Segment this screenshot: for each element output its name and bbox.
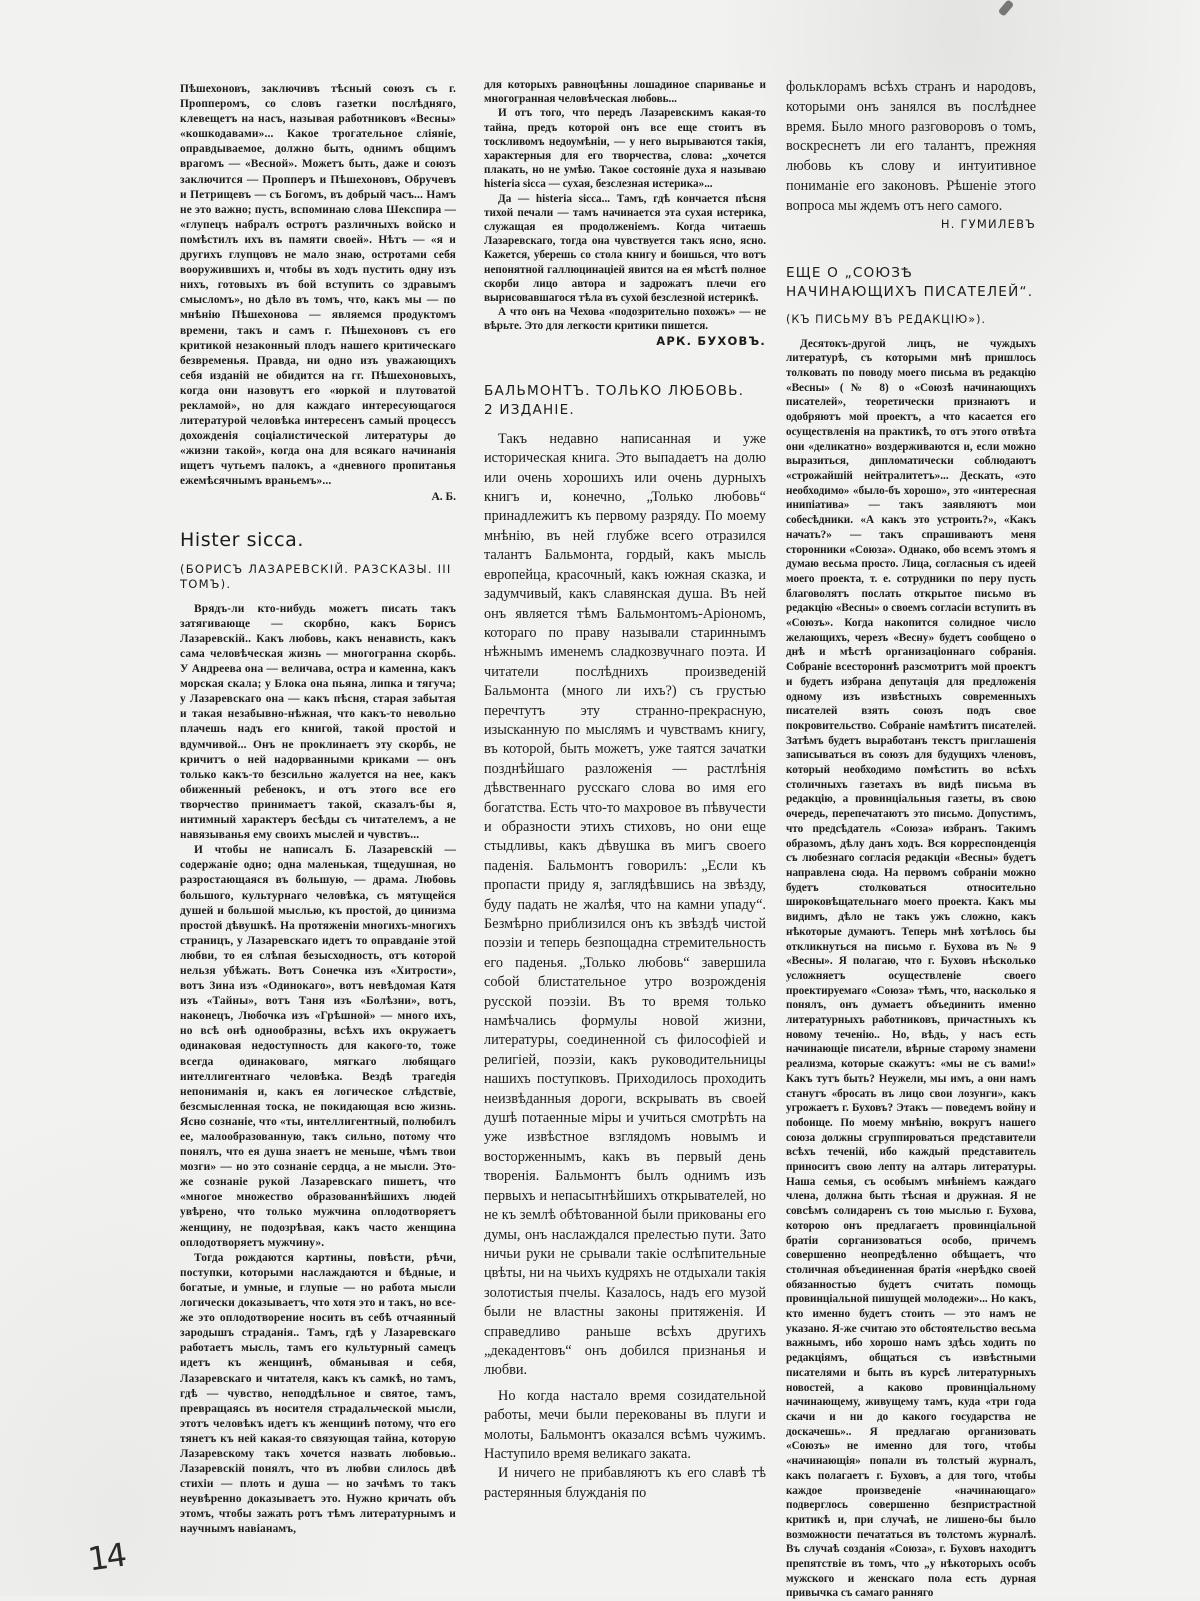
paragraph: Тогда рождаются картины, повѣсти, рѣчи, поступки, которыми наслаждаются и бѣдные, и богатые, и умные, и глупые — но работа мысли логически доказываетъ, что хотя это и такъ, но все-же это оплодотворение носить въ себѣ отчаянный зародышъ страданія.. Тамъ, гдѣ у Лазаревскаго работаетъ мысль, тамъ его культурный самецъ идетъ къ женщинѣ, обманывая и себя, Лазаревскаго и читателя, какъ къ самкѣ, но тамъ, гдѣ — чувство, неподдѣльное и святое, тамъ, превращаясь въ носителя страдальческой мысли, этотъ человѣкъ идетъ къ женщинѣ потому, что его тянетъ къ ней какая-то связующая тайна, которую Лазаревскому такъ хочется назвать любовью.. Лазаревскій понялъ, что въ любви слилось двѣ стихіи — плоть и душа — но зачѣмъ то такъ неувѣренно доказываетъ это. Нужно кричать объ этомъ, чтобы зажать ротъ тѣмъ литературнымъ и научнымъ навіанамъ, [180,1251,456,1536]
signature-ab: А. Б. [431,490,456,503]
paragraph: А что онъ на Чехова «подозрительно похожъ» — не вѣрьте. Это для легкости критики пишется. [484,306,766,333]
column-3 [786,78,1036,1601]
paragraph: Такъ недавно написанная и уже историческая книга. Это выпадаетъ на долю или очень хорошихъ или очень дурныхъ книгъ и, конечно, „Только любовь“ принадлежитъ къ первому разряду. По моему мнѣнію, въ ней глубже всего отразился талантъ Бальмонта, гордый, какъ мысль европейца, красочный, какъ южная сказка, и задумчивый, какъ славянская душа. Въ ней онъ является тѣмъ Бальмонтомъ-Аріономъ, котораго по праву называли стариннымъ нѣжнымъ именемъ сладкозвучнаго поэта. И читатели послѣднихъ произведеній Бальмонта (много ли ихъ?) съ грустью перечтутъ эту странно-прекрасную, изысканную по мыслямъ и чувствамъ книгу, въ которой, быть можетъ, уже таятся зачатки позднѣйшаго разложенія — растлѣнія дѣвственнаго русскаго слова во имя его богатства. Есть что-то махровое въ пѣвучести и образности этихъ стиховъ, но они еще стыдливы, какъ дѣвушка въ мигъ своего паденія. Бальмонтъ говорилъ: „Если къ пропасти приду я, заглядѣвшись на звѣзду, буду падать не жалѣя, что на камни упаду“. Безмѣрно приблизился онъ къ звѣздѣ чистой поэзіи и теперь безпощадна стремительность его паденья. „Только любовь“ завершила собой блистательное утро возрожденія русской поэзіи. Въ то время только намѣчались формулы новой жизни, литературы, соединенной съ философіей и религіей, поэзіи, какъ руководительницы нашихъ поступковъ. Приходилось проходить неизвѣданныя дороги, вскрывать въ своей душѣ потаенные міры и учиться смотрѣть на уже извѣстное взглядомъ новымъ и восторженнымъ, какъ въ первый день творенія. Бальмонтъ былъ однимъ изъ первыхъ и непасытнѣйшихъ открывателей, но не къ землѣ обѣтованной были прикованы его думы, онъ наслаждался прелестью пути. Зато ничьи руки не срывали такіе ослѣпительные цвѣты, ни на чьихъ кудряхъ не отдыхали такія золотистыя пчелы. Казалось, надъ его музой были не властны законы притяженія. И справедливо раньше всѣхъ другихъ „декадентовъ“ онъ добился признанья и любви. [484,430,766,1379]
signature-bukhov: АРК. БУХОВЪ. [656,333,766,348]
article-subtitle-lazarevsky: (БОРИСЪ ЛАЗАРЕВСКІЙ. РАЗСКАЗЫ. III ТОМЪ). [180,561,452,591]
signature-gumilev: Н. ГУМИЛЕВЪ [940,216,1036,231]
paragraph: Десятокъ-другой лицъ, не чуждыхъ литературѣ, съ которыми мнѣ пришлось толковать по поводу моего письма въ редакцію «Весны» (№ 8) о «Союзѣ начинающихъ писателей», теоретически признаютъ и одобряютъ мой проектъ, а что касается его осуществленія на практикѣ, то отъ этого отвѣта они «деликатно» воздерживаются и, если можно выразиться, дипломатически соблюдаютъ «строжайшій нейтралитетъ»... Дескать, «это необходимо» «было-бъ хорошо», это «интересная инипіатива» — такъ заявляютъ мои собесѣдники. «А какъ это устроить?», «Какъ начать?» — такъ спрашиваютъ меня сторонники «Союза». Однако, обо всемъ этомъ я думаю весьма просто. Лица, согласныя съ идеей моего проекта, т. е. сотрудники по перу пусть благоволятъ послать открытое письмо въ редакцію «Весны» о своемъ согласіи вступить въ «Союзъ». Когда накопится солидное число желающихъ, черезъ «Весну» будетъ сообщено о днѣ и мѣстѣ организаціоннаго собранія. Собраніе всестороннѣ разсмотритъ мой проектъ и будетъ избрана депутація для предложенія одному изъ извѣстныхъ современныхъ писателей взять союзъ подъ свое покровительство. Собраніе намѣтитъ писателей. Затѣмъ будетъ выработанъ текстъ приглашенія записываться въ союзъ для будущихъ членовъ, который необходимо помѣстить во всѣхъ столичныхъ газетахъ въ видѣ письма въ редакцію, а провинціальныя газеты, въ свою очередь, перепечатаютъ это письмо. Допустимъ, что предсѣдатель «Союза» избранъ. Такимъ образомъ, дѣлу данъ ходъ. Вся корреспонденція съ любезнаго согласія редакціи «Весны» будетъ направлена сюда. На первомъ собраніи можно будетъ столковаться относительно широковѣщательнаго моего проекта. Какъ мы видимъ, дѣло не такъ ужъ сложно, какъ нѣкоторые думаютъ. Теперь мнѣ хотѣлось бы откликнуться на письмо г. Бухова въ № 9 «Весны». Я полагаю, что г. Буховъ нѣсколько усложняетъ осуществленіе своего проектируемаго «Союза» тѣмъ, что, насколько я понялъ, онъ думаетъ объединить именно литературныхъ работниковъ, причастныхъ къ новому теченію.. Но, вѣдь, у насъ есть начинающіе писатели, вѣрные старому знамени реализма, которые скажутъ: «мы не съ вами!» Какъ тутъ быть? Неужели, мы имъ, а они намъ станутъ «бросать въ лицо свои лозунги», какъ угрожаетъ г. Буховъ? Этакъ — поведемъ войну и побоище. По моему мнѣнію, вокругъ нашего союза должны сгруппироваться представители всѣхъ теченій, ибо каждый представитель приноситъ свою лепту на алтарь литературы. Наша семья, съ особымъ мнѣніемъ каждаго члена, должна быть тѣсная и дружная. Я не совсѣмъ солидаренъ съ тою мыслью г. Бухова, которою онъ предлагаетъ провинціальной братіи сорганизоваться особо, причемъ совершенно неопредѣленно обѣщаетъ, что столичная объединенная братія «нерѣдко своей обязанностью будетъ считать помощь провинціальной пишущей молодежи»... Но какъ, кто именно будетъ стоить — это намъ не указано. Я-же считаю это обстоятельство весьма важнымъ, ибо хорошо намъ здѣсь ходить по редакціямъ, общаться съ извѣстными писателями и быть въ курсѣ литературныхъ новостей, а каково провинціальному начинающему, живущему тамъ, куда «три года скачи и ни до какого государства не доскачешь».. Я предлагаю организовать «Союзъ» не именно для того, чтобы «начинающія» попали въ толстый журналъ, какъ полагаетъ г. Буховъ, а для того, чтобы каждое произведеніе «начинающаго» подверглось совершенно безпристрастной критикѣ и, при случаѣ, не лишено-бы было возможности печататься въ толстомъ журналѣ. Въ случаѣ созданія «Союза», г. Буховъ находитъ препятствіе въ томъ, что „у нѣкоторыхъ особъ мужского и женскаго пола есть дурная привычка съ самаго ранняго [786,337,1036,1600]
continued-article-text: Пѣшехоновъ, заключивъ тѣсный союзъ съ г. Пропперомъ, со словъ газетки послѣдняго, клевещетъ на насъ, называя работниковъ «Весны» «кошкодавами»... Какое трогательное сліяніе, оправдываемое, должно быть, однимъ общимъ врагомъ — «Весной». Можетъ быть, даже и союзъ заключится — Пропперъ и Пѣшехоновъ, Обручевъ и Петрищевъ — съ Богомъ, въ добрый часъ... Намъ не это важно; пусть, вспоминаю слова Шекспира — «глупецъ набралъ остротъ различныхъ войско и помѣстилъ ихъ въ памяти своей». Нѣтъ — «я и другихъ глупцовъ не мало знаю, остротами себя вооружившихъ и, чтобы въ ходъ пустить одну изъ нихъ, готовыхъ въ бой вступить со здравымъ смысломъ», но дѣло въ томъ, что, какъ мы — по мнѣнію Пѣшехонова — являемся продуктомъ времени, такъ и самъ г. Пѣшехоновъ съ его критикой незаконный плодъ нашего критическаго безвременья. Правда, ни одно изъ уважающихъ себя изданій не обидится на гг. Пѣшехоновыхъ, когда они назовутъ его «юркой и плутоватой рекламой», но для каждаго интересующагося литературой человѣка интересенъ самый процессъ дохожденія соціалистической литературы до «жизни такой», когда она для всякаго начинанія ищетъ чутьемъ палокъ, а «дневного пропитанья ежемѣсячнымъ враньемъ»... [180,83,456,488]
continued-article-text: фольклорамъ всѣхъ странъ и народовъ, которыми онъ занялся въ послѣднее время. Было много разговоровъ о томъ, воскреснетъ ли его талантъ, прежняя любовь къ слову и интуитивное пониманіе его законовъ. Рѣшеніе этого вопроса мы ждемъ отъ него самого. [786,79,1036,214]
article-title-balmont: БАЛЬМОНТЪ. ТОЛЬКО ЛЮБОВЬ. 2 ИЗДАНІЕ. [484,382,745,418]
paragraph: И чтобы не написалъ Б. Лазаревскій — содержаніе одно; одна маленькая, тщедушная, но разростающаяся въ большую, — драма. Любовь большого, культурнаго человѣка, съ мятущейся душей и большой мыслью, къ простой, до цинизма простой дѣвушкѣ. На протяженіи многихъ-многихъ страницъ, у Лазаревскаго идетъ то оправданіе этой любви, то ея слѣпая безысходность, отъ которой нельзя убѣжать. Вотъ Сонечка изъ «Хитрости», вотъ Зина изъ «Одинокаго», вотъ невѣдомая Катя изъ «Тайны», вотъ Таня изъ «Болѣзни», вотъ, наконецъ, Любочка изъ «Грѣшной» — много ихъ, но всѣ онѣ однообразны, всѣхъ ихъ окружаетъ одинаковая недоступность для какого-то, тоже всегда одинаковаго, мягкаго любящаго интеллигентнаго человѣка. Вездѣ трагедія непониманія и, какъ ея логическое слѣдствіе, безсмысленная тоска, не покидающая всю жизнь. Ясно сознаніе, что «ты, интеллигентный, полюбилъ ее, малообразованную, такъ сильно, потому что понялъ, что ея душа знаетъ не меньше, чѣмъ твои мозги» — но это сознаніе сердца, а не мысли. Это-же сознаніе рукой Лазаревскаго пишетъ, что «многое множество образованнѣйшихъ людей увѣрено, что только мужчина оплодотворяетъ женщину, не подозрѣвая, какъ часто женщина оплодотворяетъ мужчину». [180,844,456,1249]
paragraph: для которыхъ равноцѣнны лошадиное спариванье и многогранная человѣческая любовь... [484,79,766,106]
column-1 [180,82,456,1538]
paragraph: Но когда настало время созидательной работы, мечи были перекованы въ плуги и молоты, Бальмонтъ оказался всѣмъ чужимъ. Наступило время великаго заката. [484,1387,766,1462]
article-subtitle-letter: (КЪ ПИСЬМУ ВЪ РЕДАКЦІЮ»). [786,312,986,326]
column-2 [484,78,766,1503]
paragraph: Врядъ-ли кто-нибудь можетъ писать такъ затягивающе — скорбно, какъ Борисъ Лазаревскій.. Какъ любовь, какъ ненависть, какъ сама человѣческая жизнь — многогранна скорбь. У Андреева она — величава, остра и каменна, какъ морская скала; у Блока она пьяна, липка и тягуча; у Лазаревскаго она — какъ пѣсня, старая забытая и такая незабывно-нѣжная, что какъ-то невольно плачешь надъ его книгой, такой простой и вдумчивой... Онъ не проклинаетъ эту скорбь, не кричитъ о ней надорванными криками — онъ только какъ-то безсильно жалуется на нее, какъ обиженный ребенокъ, и отъ этого все его творчество принимаетъ такой, сказалъ-бы я, интимный характеръ бесѣды съ читателемъ, а не навязыванья ему своихъ мыслей и чувствъ... [180,602,456,842]
page-number: 14 [85,1535,128,1579]
article-title-union-of-beginning-writers: ЕЩЕ О „СОЮЗѢ НАЧИНАЮЩИХЪ ПИСАТЕЛЕЙ“. [786,264,1034,300]
paragraph: Да — histeria sicca... Тамъ, гдѣ кончается пѣсня тихой печали — тамъ начинается эта сухая истерика, служащая ея продолженіемъ. Когда читаешь Лазаревскаго, тогда она чувствуется такъ ясно, ясно. Кажется, уберешь со стола книгу и боишься, что вотъ непонятной галлюцинаціей явится на ея мѣстѣ полное скорби лицо автора и задрожатъ плечи его вырисовавшагося тѣла въ сухой безслезной истерикѣ. [484,192,766,305]
paragraph: И ничего не прибавляютъ къ его славѣ тѣ растерянныя блужданія по [484,1465,766,1501]
article-title-hister-sicca: Hister sicca. [180,528,305,551]
paragraph: И отъ того, что передъ Лазаревскимъ какая-то тайна, предъ которой онъ все еще стоитъ въ тоскливомъ недоумѣніи, — у него вырываются такія, характерныя для его творчества, слова: „хочется плакать, но не умѣю. Такое состояніе духа я называю histeria sicca — сухая, безслезная истерика»... [484,107,766,191]
